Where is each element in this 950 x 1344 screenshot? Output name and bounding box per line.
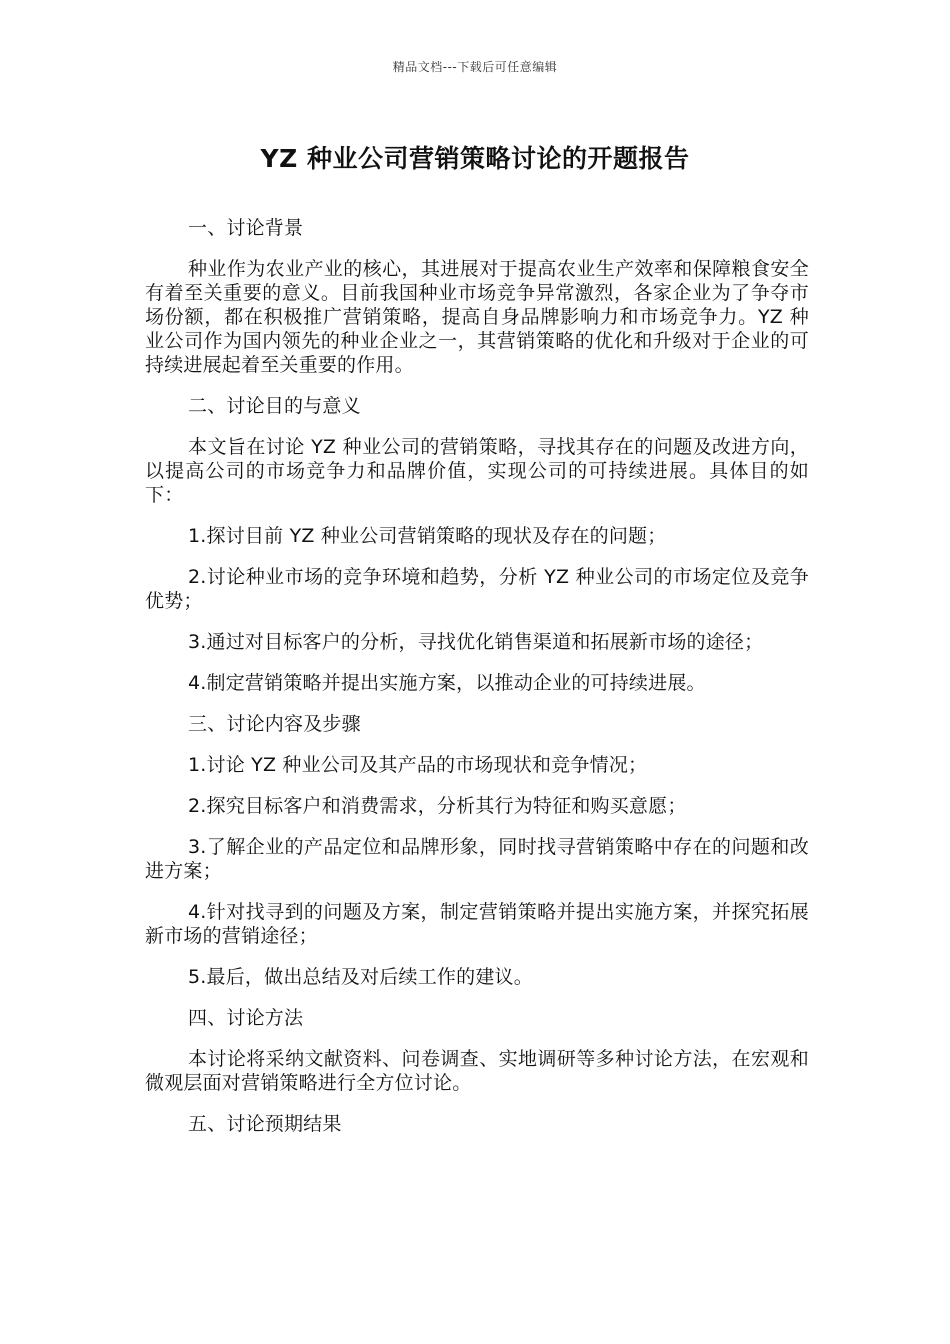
paragraph-background: 种业作为农业产业的核心，其进展对于提高农业生产效率和保障粮食安全有着至关重要的意义。目前我国种业市场竞争异常激烈，各家企业为了争夺市场份额，都在积极推广营销策略，提高自身品牌影响力和市场竞争力。YZ 种业公司作为国内领先的种业企业之一，其营销策略的优化和升级对于企业的可持续进展起着至关重要的作用。 [145,258,809,376]
list-item-purpose-4: 4.制定营销策略并提出实施方案，以推动企业的可持续进展。 [188,672,706,694]
list-item-purpose-2: 2.讨论种业市场的竞争环境和趋势，分析 YZ 种业公司的市场定位及竞争优势； [145,566,809,612]
section-heading-content: 三、讨论内容及步骤 [188,713,361,735]
list-item-content-4: 4.针对找寻到的问题及方案，制定营销策略并提出实施方案，并探究拓展新市场的营销途径； [145,901,809,947]
list-item-content-2: 2.探究目标客户和消费需求，分析其行为特征和购买意愿； [188,795,687,817]
paragraph-method: 本讨论将采纳文献资料、问卷调查、实地调研等多种讨论方法，在宏观和微观层面对营销策略进行全方位讨论。 [145,1048,809,1094]
list-item-purpose-3: 3.通过对目标客户的分析，寻找优化销售渠道和拓展新市场的途径； [188,631,764,653]
section-heading-purpose: 二、讨论目的与意义 [188,395,361,417]
list-item-content-5: 5.最后，做出总结及对后续工作的建议。 [188,966,533,988]
section-heading-method: 四、讨论方法 [188,1007,304,1029]
header-note: 精品文档---下载后可任意编辑 [392,60,558,74]
list-item-content-1: 1.讨论 YZ 种业公司及其产品的市场现状和竞争情况； [188,754,648,776]
paragraph-purpose: 本文旨在讨论 YZ 种业公司的营销策略，寻找其存在的问题及改进方向，以提高公司的市场竞争力和品牌价值，实现公司的可持续进展。具体目的如下： [145,436,809,506]
document-title: YZ 种业公司营销策略讨论的开题报告 [260,144,690,173]
section-heading-expected-results: 五、讨论预期结果 [188,1113,342,1135]
list-item-content-3: 3.了解企业的产品定位和品牌形象，同时找寻营销策略中存在的问题和改进方案； [145,836,809,882]
section-heading-background: 一、讨论背景 [188,217,304,239]
document-body [145,216,809,1153]
list-item-purpose-1: 1.探讨目前 YZ 种业公司营销策略的现状及存在的问题； [188,525,667,547]
